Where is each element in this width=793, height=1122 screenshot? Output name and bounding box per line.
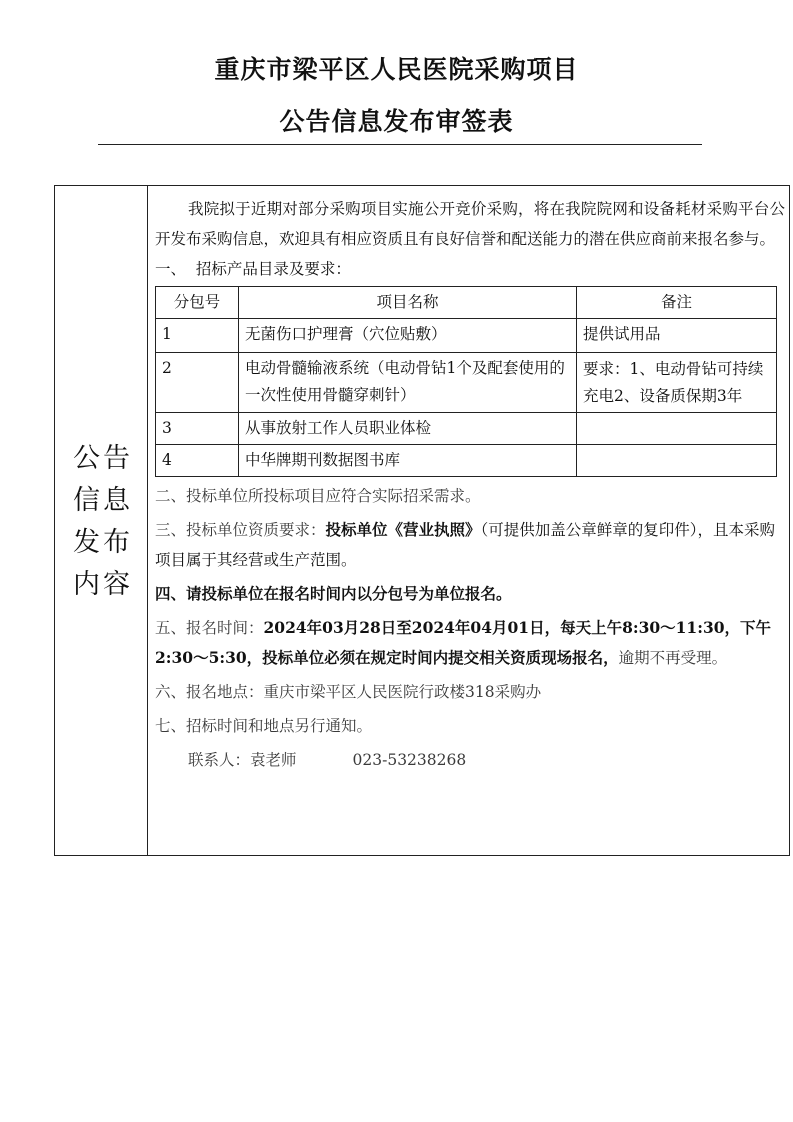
table-row (156, 353, 777, 413)
items-table (155, 286, 777, 477)
announcement-content (155, 194, 785, 775)
document-title-line1: 重庆市梁平区人民医院采购项目 (214, 55, 579, 84)
contact-phone: 023-53238268 (352, 751, 467, 769)
contact-person: 联系人：袁老师 (188, 751, 297, 769)
header-remark: 备注 (577, 287, 777, 319)
label-column (55, 186, 148, 855)
intro-paragraph: 我院拟于近期对部分采购项目实施公开竞价采购，将在我院院网和设备耗材采购平台公开发布采购信息，欢迎具有相应资质且有良好信誉和配送能力的潜在供应商前来报名参与。 (155, 200, 785, 248)
cell-project-name: 无菌伤口护理膏（穴位贴敷） (239, 319, 577, 353)
cell-project-name: 中华牌期刊数据图书库 (239, 445, 577, 477)
item3-bold: 投标单位《营业执照》 (325, 520, 481, 539)
item5-prefix: 五、报名时间： (155, 619, 264, 637)
contact-line (155, 745, 785, 775)
cell-package-no: 4 (156, 445, 239, 477)
announcement-form (54, 185, 790, 856)
cell-remark (577, 445, 777, 477)
cell-remark: 提供试用品 (577, 319, 777, 353)
item3-text (155, 515, 785, 575)
section-label: 公告信息发布内容 (73, 443, 133, 600)
cell-package-no: 1 (156, 319, 239, 353)
item3-suffix: （可提供加盖公章鲜章的复印件），且本采购项目属于其经营或生产范围。 (155, 521, 776, 569)
cell-project-name: 电动骨髓输液系统（电动骨钻1个及配套使用的一次性使用骨髓穿刺针） (239, 353, 577, 413)
header-project-name: 项目名称 (239, 287, 577, 319)
cell-project-name: 从事放射工作人员职业体检 (239, 413, 577, 445)
item4-text: 四、请投标单位在报名时间内以分包号为单位报名。 (155, 584, 512, 603)
table-row (156, 445, 777, 477)
header-package-no: 分包号 (156, 287, 239, 319)
table-row (156, 413, 777, 445)
item1-heading: 一、 招标产品目录及要求： (155, 260, 351, 278)
item7-text: 七、招标时间和地点另行通知。 (155, 717, 373, 735)
cell-package-no: 2 (156, 353, 239, 413)
item3-prefix: 三、投标单位资质要求： (155, 521, 326, 539)
document-title-line2: 公告信息发布审签表 (279, 107, 514, 136)
title-divider (98, 144, 702, 145)
table-header-row (156, 287, 777, 319)
item2-text: 二、投标单位所投标项目应符合实际招采需求。 (155, 487, 481, 505)
cell-remark: 要求：1、电动骨钻可持续充电2、设备质保期3年 (577, 353, 777, 413)
table-row (156, 319, 777, 353)
cell-remark (577, 413, 777, 445)
item6-text: 六、报名地点：重庆市梁平区人民医院行政楼318采购办 (155, 683, 542, 701)
item5-suffix: 逾期不再受理。 (618, 649, 728, 667)
cell-package-no: 3 (156, 413, 239, 445)
item5-bold: 2024年03月28日至2024年04月01日，每天上午8:30～11:30，下午2:30～5:30，投标单位必须在规定时间内提交相关资质现场报名， (155, 618, 772, 667)
item5-text (155, 613, 785, 673)
